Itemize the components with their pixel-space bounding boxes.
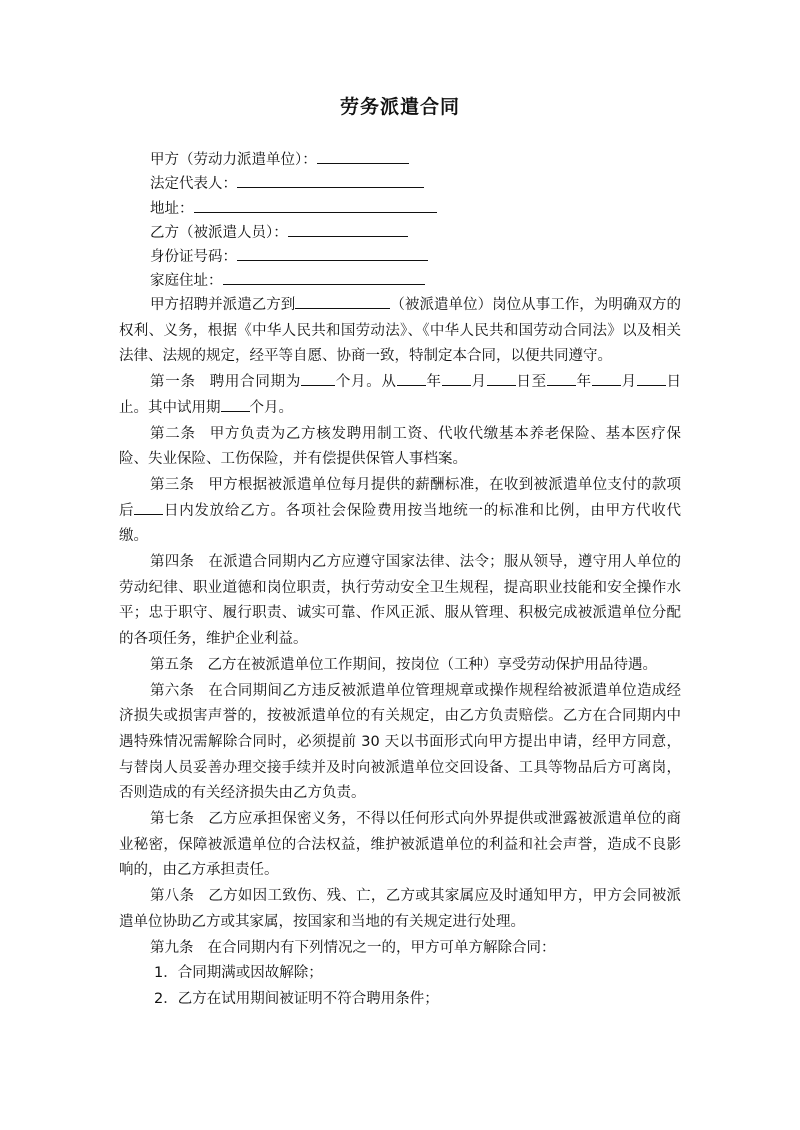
address-label: 地址： bbox=[150, 201, 194, 217]
party-a-line bbox=[150, 148, 409, 170]
article-1-title: 第一条 bbox=[150, 374, 196, 391]
legal-rep-line bbox=[150, 172, 424, 194]
end-day-blank bbox=[637, 370, 666, 386]
intro-part1: 甲方招聘并派遣乙方到 bbox=[150, 297, 296, 313]
article-1-text-7: 月 bbox=[620, 374, 637, 391]
start-month-blank bbox=[442, 370, 471, 386]
article-5-title: 第五条 bbox=[150, 656, 194, 673]
article-2 bbox=[119, 422, 681, 473]
home-address-blank bbox=[223, 269, 425, 285]
dispatch-unit-blank bbox=[295, 293, 390, 309]
id-number-line bbox=[150, 245, 428, 267]
article-1-text-3: 年 bbox=[425, 374, 442, 391]
article-9-title: 第九条 bbox=[150, 939, 194, 956]
article-3-title: 第三条 bbox=[150, 476, 195, 493]
article-6-text: 在合同期间乙方违反被派遣单位管理规章或操作规程给被派遣单位造成经济损失或损害声誉的，按被派遣单位的有关规定，由乙方负责赔偿。乙方在合同期内中遇特殊情况需解除合同时，必须提前 30 天以书面形式向甲方提出申请，经甲方同意，与替岗人员妥善办理交接手续并及时向被派遣单位交回设备、工具等物品后方可离岗，否则造成的有关经济损失由乙方负责。 bbox=[119, 682, 682, 802]
legal-rep-label: 法定代表人： bbox=[150, 176, 237, 192]
start-day-blank bbox=[487, 370, 516, 386]
id-number-blank bbox=[237, 245, 428, 261]
probation-blank bbox=[221, 396, 250, 412]
article-9-item-2: 2．乙方在试用期间被证明不符合聘用条件； bbox=[154, 990, 439, 1007]
article-7-text: 乙方应承担保密义务，不得以任何形式向外界提供或泄露被派遣单位的商业秘密，保障被派遣单位的合法权益，维护被派遣单位的利益和社会声誉，造成不良影响的，由乙方承担责任。 bbox=[119, 811, 682, 879]
article-4-title: 第四条 bbox=[150, 554, 195, 571]
intro-part2: （被派遣单位）岗位从事工作，为明确双方的权利、义务，根据《中华人民共和国劳动法》、《中华人民共和国劳动合同法》以及相关法律、法规的规定，经平等自愿、协商一致，特制定本合同，以便共同遵守。 bbox=[119, 297, 682, 365]
article-6 bbox=[119, 679, 681, 808]
article-1 bbox=[119, 370, 681, 421]
party-a-label: 甲方（劳动力派遣单位）： bbox=[150, 152, 317, 168]
end-year-blank bbox=[547, 370, 576, 386]
article-3-text-2: 日内发放给乙方。各项社会保险费用按当地统一的标准和比例，由甲方代收代缴。 bbox=[119, 502, 682, 545]
article-1-text-1: 聘用合同期为 bbox=[209, 374, 302, 391]
article-4-text: 在派遣合同期内乙方应遵守国家法律、法令；服从领导，遵守用人单位的劳动纪律、职业道德和岗位职责，执行劳动安全卫生规程，提高职业技能和安全操作水平；忠于职守、履行职责、诚实可靠、作风正派、服从管理、积极完成被派遣单位分配的各项任务，维护企业利益。 bbox=[119, 554, 682, 648]
home-address-label: 家庭住址： bbox=[150, 273, 223, 289]
article-9-item-1: 1．合同期满或因故解除； bbox=[154, 965, 323, 982]
article-1-text-5: 日至 bbox=[515, 374, 547, 391]
article-4 bbox=[119, 550, 681, 653]
start-year-blank bbox=[397, 370, 426, 386]
party-b-blank bbox=[288, 221, 408, 237]
article-9 bbox=[119, 936, 681, 962]
party-b-label: 乙方（被派遣人员）： bbox=[150, 225, 288, 241]
article-7-title: 第七条 bbox=[150, 811, 195, 828]
article-2-title: 第二条 bbox=[150, 425, 196, 442]
end-month-blank bbox=[592, 370, 621, 386]
document-title: 劳务派遣合同 bbox=[339, 96, 460, 118]
article-5 bbox=[119, 653, 681, 679]
article-1-text-2: 个月。从 bbox=[335, 374, 397, 391]
party-a-blank bbox=[317, 148, 409, 164]
article-8 bbox=[119, 884, 681, 935]
article-9-text: 在合同期内有下列情况之一的，甲方可单方解除合同： bbox=[207, 939, 556, 956]
article-3 bbox=[119, 473, 681, 550]
article-8-text: 乙方如因工致伤、残、亡，乙方或其家属应及时通知甲方，甲方会同被派遣单位协助乙方或其家属，按国家和当地的有关规定进行处理。 bbox=[119, 888, 682, 930]
article-1-text-6: 年 bbox=[575, 374, 592, 391]
article-2-text: 甲方负责为乙方核发聘用制工资、代收代缴基本养老保险、基本医疗保险、失业保险、工伤保险，并有偿提供保管人事档案。 bbox=[119, 425, 682, 468]
article-3-text-1: 甲方根据被派遣单位每月提供的薪酬标准，在收到被派遣单位支付的款项后 bbox=[119, 476, 682, 519]
home-address-line bbox=[150, 269, 425, 291]
id-number-label: 身份证号码： bbox=[150, 249, 237, 265]
article-1-text-8: 日止。其中试用期 bbox=[119, 374, 682, 416]
payment-days-blank bbox=[134, 499, 163, 515]
months-blank bbox=[301, 370, 335, 386]
intro-paragraph bbox=[119, 293, 681, 370]
contract-body bbox=[119, 293, 681, 1013]
article-1-text-9: 个月。 bbox=[249, 399, 293, 416]
party-b-line bbox=[150, 221, 408, 243]
legal-rep-blank bbox=[237, 172, 424, 188]
article-6-title: 第六条 bbox=[150, 682, 195, 699]
article-1-text-4: 月 bbox=[470, 374, 487, 391]
address-line bbox=[150, 197, 437, 219]
address-blank bbox=[194, 197, 437, 213]
article-8-title: 第八条 bbox=[150, 888, 195, 905]
article-5-text: 乙方在被派遣单位工作期间，按岗位（工种）享受劳动保护用品待遇。 bbox=[207, 656, 657, 673]
article-7 bbox=[119, 807, 681, 884]
